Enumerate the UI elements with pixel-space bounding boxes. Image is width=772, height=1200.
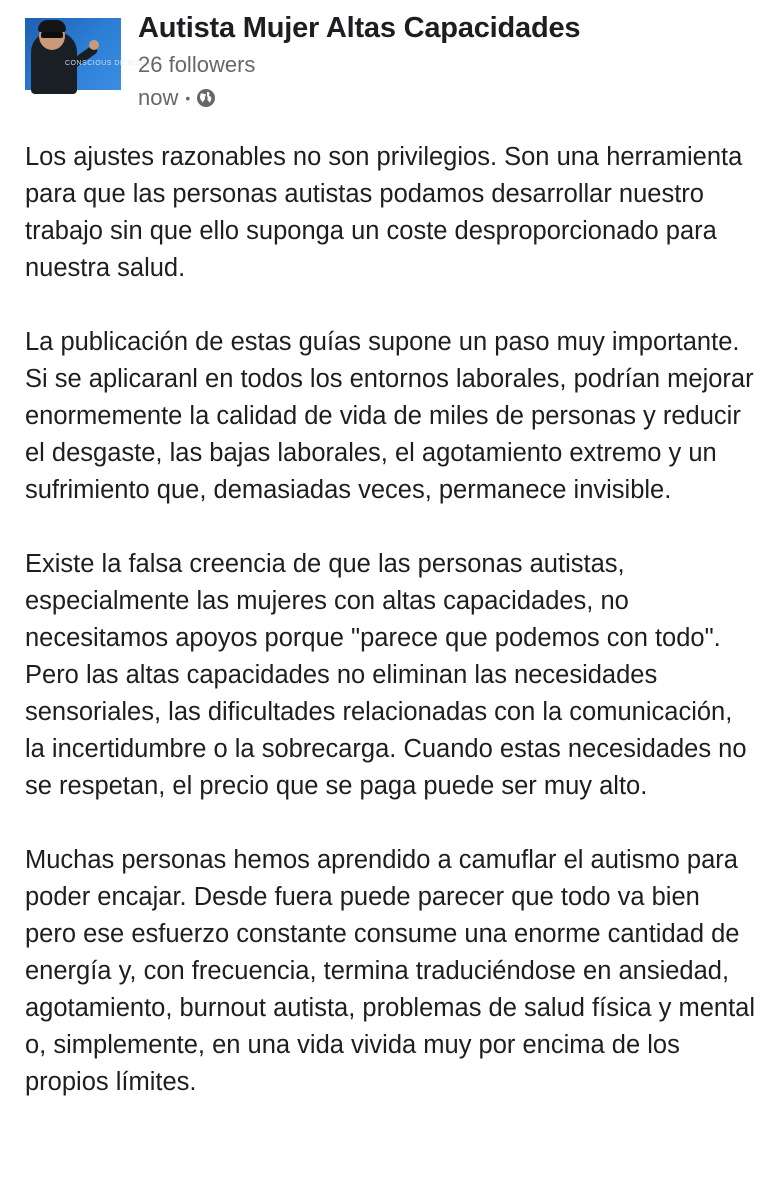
avatar-glasses <box>41 32 63 38</box>
post-paragraph: La publicación de estas guías supone un paso muy importante. Si se aplicaranl en todos los entornos laborales, podrían mejorar enormemente la calidad de vida de miles de personas y reducir el desgaste, las bajas laborales, el agotamiento extremo y un sufrimiento que, demasiadas veces, permanece invisible. <box>25 328 754 504</box>
post-paragraph: Muchas personas hemos aprendido a camuflar el autismo para poder encajar. Desde fuera puede parecer que todo va bien pero ese esfuerzo constante consume una enorme cantidad de energía y, con frecuencia, termina traduciéndose en ansiedad, agotamiento, burnout autista, problemas de salud física y mental o, simplemente, en una vida vivida muy por encima de los propios límites. <box>25 846 755 1096</box>
meta-separator: • <box>185 90 191 106</box>
follower-count: 26 followers <box>138 52 256 77</box>
avatar[interactable] <box>25 18 152 90</box>
post-header <box>25 12 752 112</box>
avatar-hand <box>89 40 99 50</box>
globe-icon[interactable] <box>196 88 216 108</box>
avatar-hair <box>38 20 66 32</box>
page-name[interactable]: Autista Mujer Altas Capacidades <box>138 12 581 44</box>
post-body <box>25 139 755 1138</box>
post-paragraph: Los ajustes razonables no son privilegios. Son una herramienta para que las personas autistas podamos desarrollar nuestro trabajo sin que ello suponga un coste desproporcionado para nuestra salud. <box>25 143 743 282</box>
post-meta <box>138 85 216 111</box>
post-timestamp[interactable]: now <box>138 85 179 110</box>
post-paragraph: Existe la falsa creencia de que las personas autistas, especialmente las mujeres con altas capacidades, no necesitamos apoyos porque "parece que podemos con todo". Pero las altas capacidades no eliminan las necesidades sensoriales, las dificultades relacionadas con la comunicación, la incertidumbre o la sobrecarga. Cuando estas necesidades no se respetan, el precio que se paga puede ser muy alto. <box>25 550 747 800</box>
avatar-logo-text: CONSCIOUS DE VISUA <box>65 60 152 67</box>
